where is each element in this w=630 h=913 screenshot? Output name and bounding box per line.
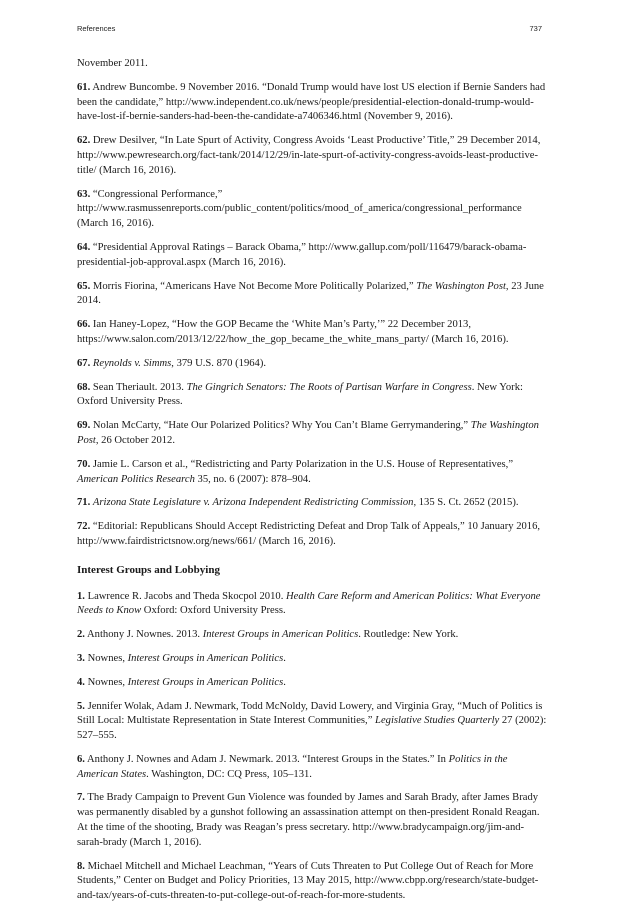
reference-text-tail: .	[283, 676, 286, 688]
reference-text: “Congressional Performance,” http://www.rasmussenreports.com/public_content/politics/mood_of_america/congressional_performance (March 16, 2016).	[77, 188, 522, 230]
reference-number: 3.	[77, 652, 85, 664]
reference-entry	[77, 81, 547, 125]
reference-entry	[77, 753, 547, 783]
reference-text: Nownes,	[87, 652, 128, 664]
reference-number: 61.	[77, 81, 91, 93]
page-number: 737	[529, 24, 542, 33]
reference-number: 4.	[77, 676, 85, 688]
page-header	[77, 24, 542, 33]
reference-number: 6.	[77, 753, 85, 765]
reference-number: 64.	[77, 241, 91, 253]
reference-number: 69.	[77, 420, 91, 432]
continued-text: November 2011.	[77, 58, 148, 69]
reference-italic: Health Care Reform and American Politics: What Everyone Needs to Know	[77, 590, 541, 617]
reference-text-tail: , 135 S. Ct. 2652 (2015).	[413, 497, 519, 509]
reference-entry	[77, 419, 547, 449]
reference-number: 62.	[77, 135, 91, 147]
reference-entry	[77, 590, 547, 620]
reference-entry	[77, 520, 547, 550]
reference-text: Andrew Buncombe. 9 November 2016. “Donald Trump would have lost US election if Bernie Sanders had been the candidate,” http://www.independent.co.uk/news/people/presidential-election-donald-trump-would-have-lost-if-bernie-sanders-had-been-the-candidate-a7406346.html (November 9, 2016).	[77, 81, 546, 123]
reference-text: Lawrence R. Jacobs and Theda Skocpol 2010.	[87, 590, 286, 602]
reference-italic: Interest Groups in American Politics	[127, 676, 284, 688]
reference-italic: Interest Groups in American Politics	[127, 652, 284, 664]
reference-entry	[77, 134, 547, 178]
reference-italic: Interest Groups in American Politics	[202, 629, 359, 641]
reference-italic: Arizona State Legislature v. Arizona Independent Redistricting Commission	[92, 497, 414, 509]
reference-text: Anthony J. Nownes and Adam J. Newmark. 2013. “Interest Groups in the States.” In	[87, 753, 449, 765]
reference-text: Sean Theriault. 2013.	[92, 381, 187, 393]
reference-italic: The Washington Post	[77, 420, 539, 446]
reference-italic: The Washington Post	[416, 280, 506, 292]
reference-text-tail: , 23 June 2014.	[77, 280, 544, 307]
reference-text-tail: 27 (2002): 527–555.	[77, 715, 547, 742]
reference-entry	[77, 458, 547, 488]
reference-number: 5.	[77, 700, 85, 712]
reference-text: Morris Fiorina, “Americans Have Not Become More Politically Polarized,”	[92, 280, 417, 292]
reference-number: 63.	[77, 188, 91, 200]
reference-entry	[77, 700, 547, 744]
reference-list-politics	[77, 81, 547, 550]
reference-number: 2.	[77, 629, 85, 641]
reference-text: Michael Mitchell and Michael Leachman, “Years of Cuts Threaten to Put College Out of Reach for More Students,” Center on Budget and Policy Priorities, 13 May 2015, http://www.cbpp.org/research/state-budget-and-tax/years-of-cuts-threaten-to-put-college-out-of-reach-for-more-students.	[77, 860, 539, 902]
reference-number: 65.	[77, 280, 91, 292]
reference-number: 71.	[77, 497, 91, 509]
reference-number: 70.	[77, 458, 91, 470]
reference-text: Nolan McCarty, “Hate Our Polarized Politics? Why You Can’t Blame Gerrymandering,”	[92, 420, 471, 432]
reference-entry	[77, 318, 547, 348]
reference-entry	[77, 241, 547, 271]
reference-text: Jamie L. Carson et al., “Redistricting and Party Polarization in the U.S. House of Representatives,”	[92, 458, 514, 470]
reference-text-tail: . New York: Oxford University Press.	[77, 381, 523, 408]
reference-italic: Legislative Studies Quarterly	[375, 715, 500, 727]
reference-text: “Editorial: Republicans Should Accept Redistricting Defeat and Drop Talk of Appeals,” 10 January 2016, http://www.fairdistrictsnow.org/news/661/ (March 16, 2016).	[77, 521, 541, 547]
reference-entry	[77, 280, 547, 310]
reference-entry	[77, 628, 547, 643]
reference-italic: Reynolds v. Simms	[92, 357, 172, 369]
reference-number: 1.	[77, 590, 85, 602]
reference-entry	[77, 652, 547, 667]
reference-entry	[77, 188, 547, 232]
reference-text-tail: . Washington, DC: CQ Press, 105–131.	[146, 768, 312, 780]
reference-text-tail: , 26 October 2012.	[95, 434, 175, 446]
reference-text: Ian Haney-Lopez, “How the GOP Became the ‘White Man’s Party,’” 22 December 2013, https://www.salon.com/2013/12/22/how_the_gop_became_the_white_mans_party/ (March 16, 2016).	[77, 319, 509, 345]
reference-number: 68.	[77, 381, 91, 393]
reference-number: 7.	[77, 792, 85, 804]
reference-text-tail: .	[283, 652, 286, 664]
reference-text-tail: . Routledge: New York.	[358, 629, 459, 641]
reference-text: Jennifer Wolak, Adam J. Newmark, Todd McNoldy, David Lowery, and Virginia Gray, “Much of Politics is Still Local: Multistate Representation in State Interest Communities,”	[77, 700, 543, 727]
reference-text: The Brady Campaign to Prevent Gun Violence was founded by James and Sarah Brady, after James Brady was permanently disabled by a gunshot following an assassination attempt on then-president Ronald Reagan. At the time of the shooting, Brady was Reagan’s press secretary. http://www.bradycampaign.org/jim-and-sarah-brady (March 1, 2016).	[77, 792, 540, 848]
reference-entry	[77, 357, 547, 372]
reference-number: 67.	[77, 357, 91, 369]
section-heading: Interest Groups and Lobbying	[77, 563, 220, 576]
reference-text: Anthony J. Nownes. 2013.	[87, 629, 203, 641]
reference-list-interest-groups	[77, 590, 547, 905]
reference-text-tail: Oxford: Oxford University Press.	[141, 605, 286, 617]
reference-italic: Politics in the American States	[77, 753, 508, 780]
reference-text: “Presidential Approval Ratings – Barack Obama,” http://www.gallup.com/poll/116479/barack-obama-presidential-job-approval.aspx (March 16, 2016).	[77, 241, 527, 268]
reference-text: Drew Desilver, “In Late Spurt of Activity, Congress Avoids ‘Least Productive’ Title,” 29 December 2014, http://www.pewresearch.org/fact-tank/2014/12/29/in-late-spurt-of-activity-congress-avoids-least-productive-title/ (March 16, 2016).	[77, 135, 541, 176]
reference-text: Nownes,	[87, 676, 128, 688]
reference-entry	[77, 676, 547, 691]
reference-entry	[77, 381, 547, 411]
reference-text-tail: , 379 U.S. 870 (1964).	[171, 357, 267, 369]
reference-italic: American Politics Research	[77, 473, 195, 485]
reference-entry	[77, 496, 547, 511]
reference-italic: The Gingrich Senators: The Roots of Partisan Warfare in Congress	[186, 381, 472, 393]
running-head: References	[77, 24, 116, 33]
reference-number: 66.	[77, 319, 91, 331]
reference-text-tail: 35, no. 6 (2007): 878–904.	[194, 473, 311, 485]
reference-number: 72.	[77, 521, 91, 533]
references-body	[77, 57, 547, 913]
reference-entry	[77, 860, 547, 904]
reference-number: 8.	[77, 860, 85, 872]
reference-entry	[77, 791, 547, 850]
